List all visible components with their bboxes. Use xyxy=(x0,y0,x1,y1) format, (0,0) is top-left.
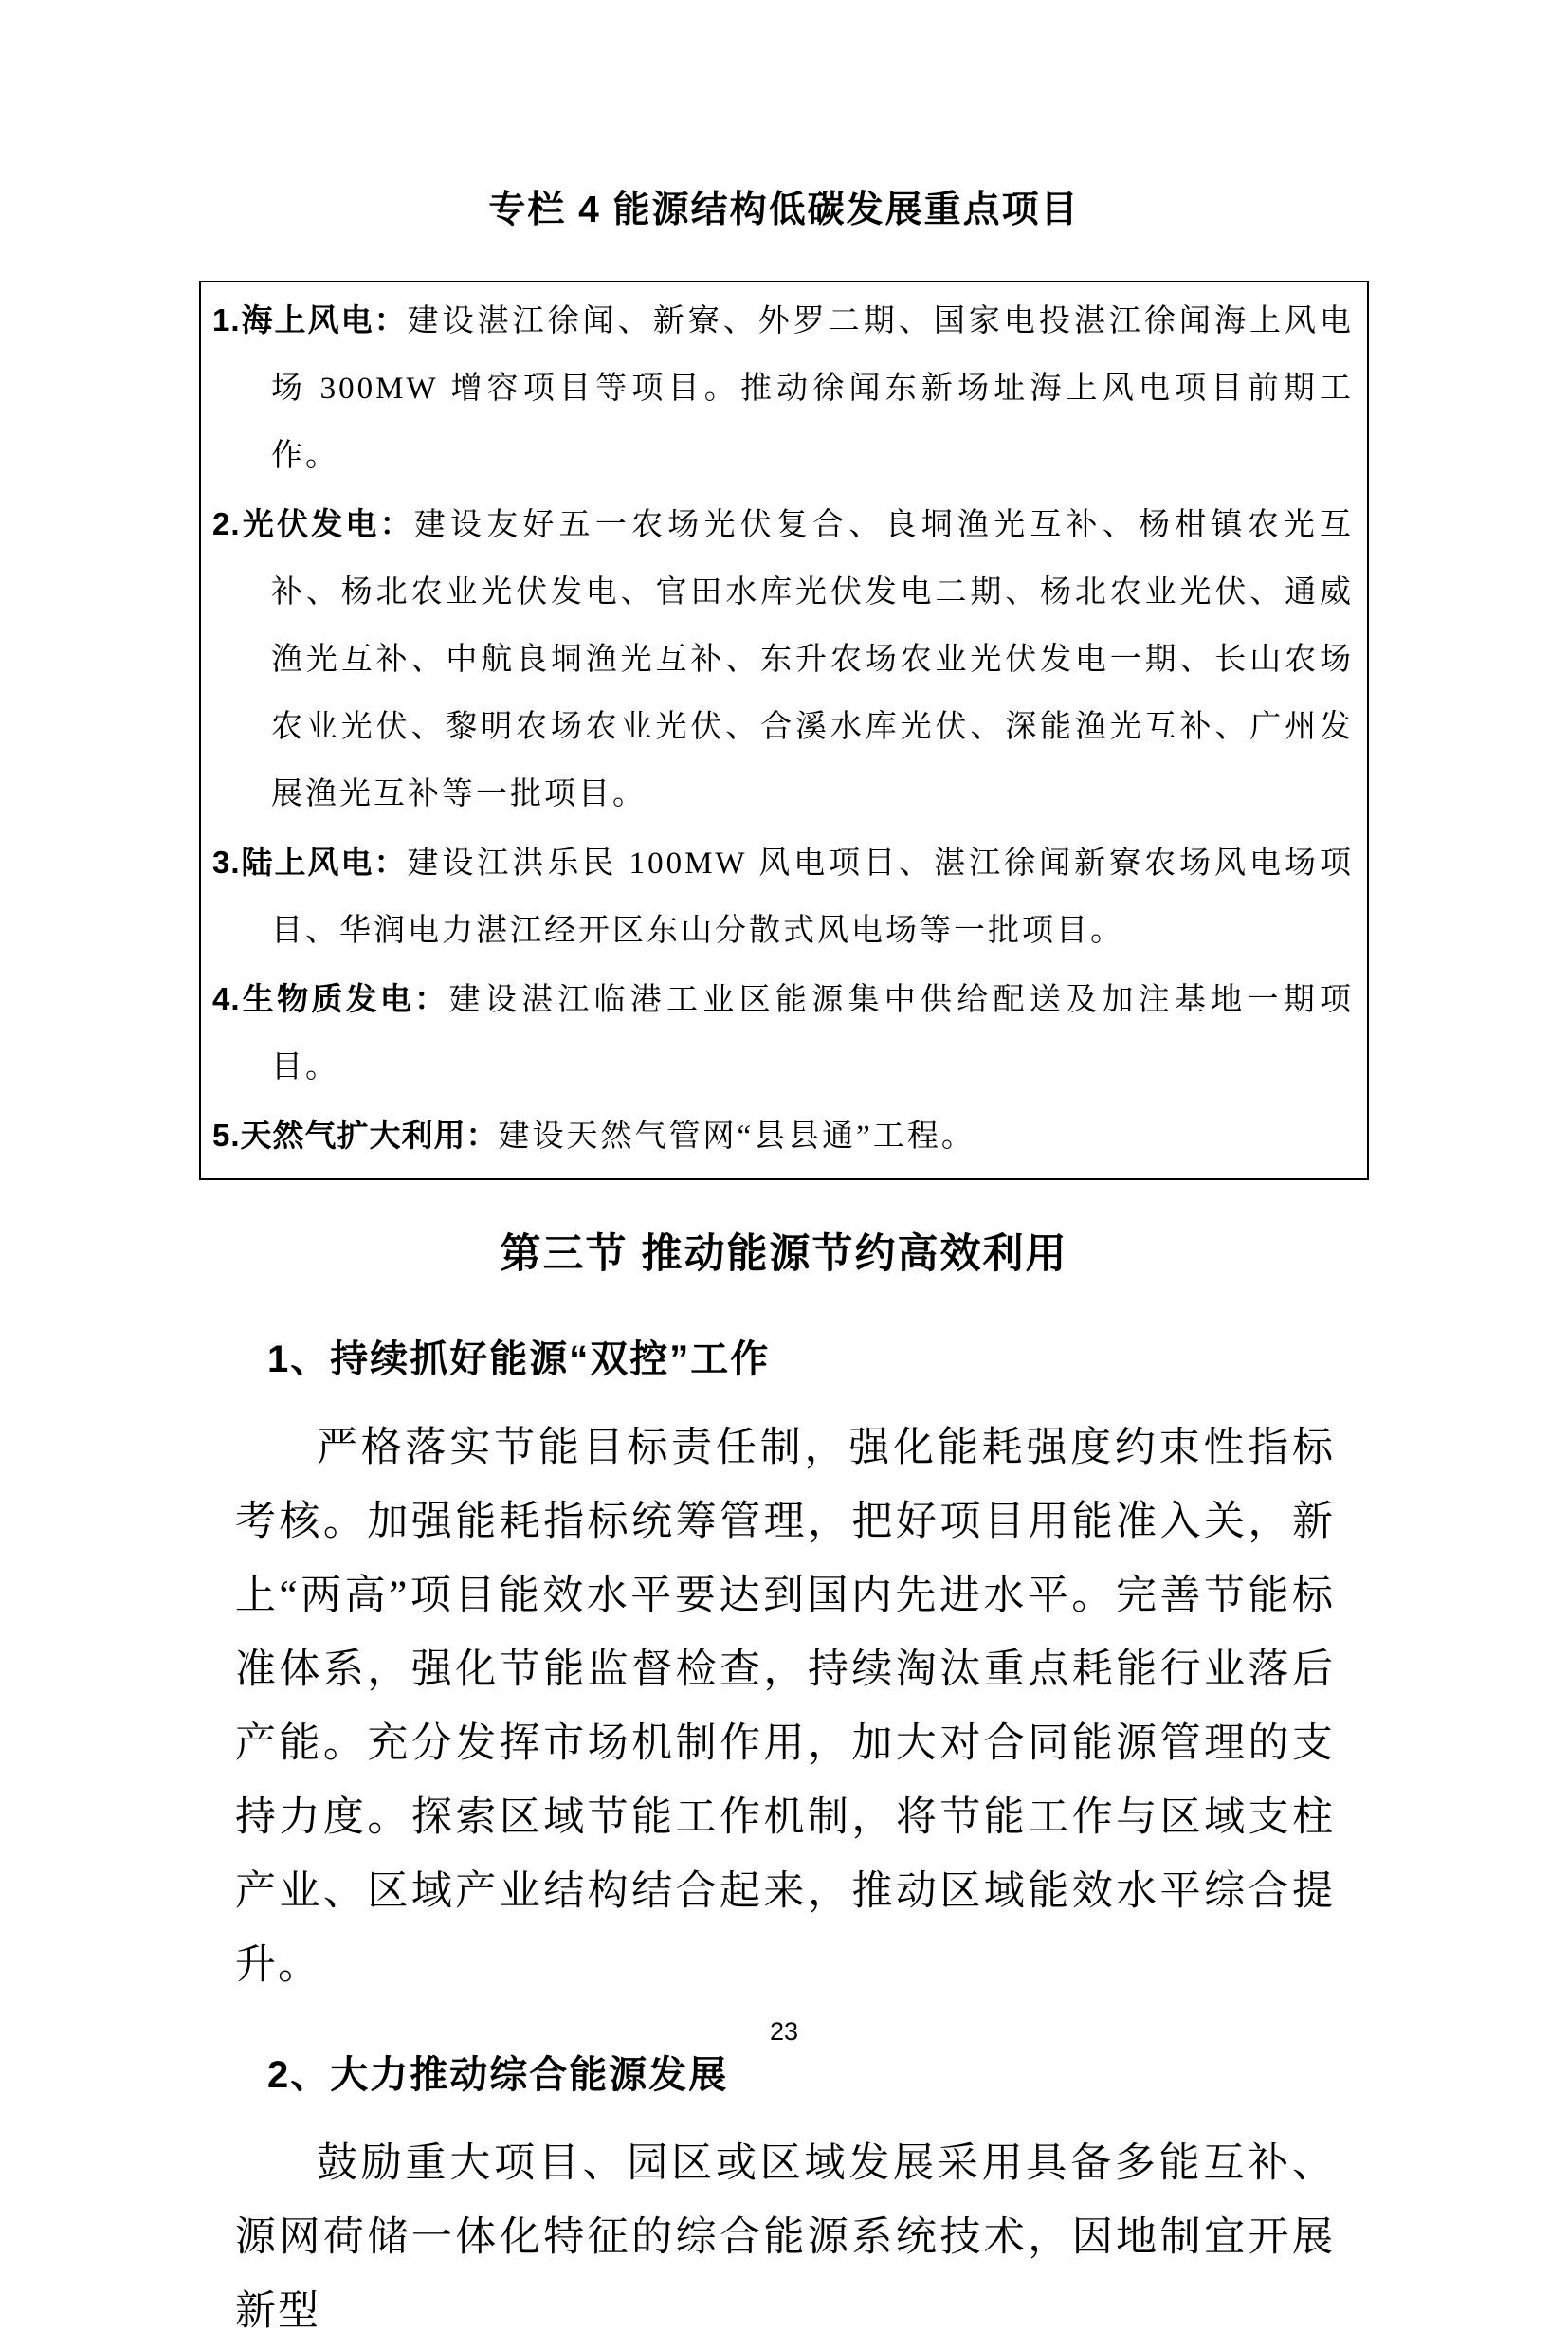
subsection-1-paragraph: 严格落实节能目标责任制，强化能耗强度约束性指标考核。加强能耗指标统筹管理，把好项目用能准入关，新上“两高”项目能效水平要达到国内先进水平。完善节能标准体系，强化节能监督检查，持续淘汰重点耗能行业落后产能。充分发挥市场机制作用，加大对合同能源管理的支持力度。探索区域节能工作机制，将节能工作与区域支柱产业、区域产业结构结合起来，推动区域能效水平综合提升。 xyxy=(235,1426,1335,1988)
subsection-2-paragraph: 鼓励重大项目、园区或区域发展采用具备多能互补、源网荷储一体化特征的综合能源系统技术，因地制宜开展新型 xyxy=(235,2141,1335,2334)
subsection-2-heading: 2、大力推动综合能源发展 xyxy=(267,2054,729,2096)
page-number: 23 xyxy=(769,2017,799,2046)
box-title: 专栏 4 能源结构低碳发展重点项目 xyxy=(488,190,1080,230)
box-item-text: 建设江洪乐民 100MW 风电项目、湛江徐闻新寮农场风电场项目、华润电力湛江经开区东山分散式风电场等一批项目。 xyxy=(271,847,1354,948)
project-box xyxy=(199,281,1369,1180)
box-item-text: 建设友好五一农场光伏复合、良垌渔光互补、杨柑镇农光互补、杨北农业光伏发电、官田水库光伏发电二期、杨北农业光伏、通威渔光互补、中航良垌渔光互补、东升农场农业光伏发电一期、长山农场农业光伏、黎明农场农业光伏、合溪水库光伏、深能渔光互补、广州发展渔光互补等一批项目。 xyxy=(271,508,1354,811)
box-item-photovoltaic xyxy=(212,490,1354,829)
box-item-label: 3.陆上风电： xyxy=(212,845,408,880)
box-item-offshore-wind xyxy=(212,286,1354,490)
box-item-natural-gas xyxy=(212,1102,1354,1171)
box-item-label: 4.生物质发电： xyxy=(212,981,449,1016)
box-item-text: 建设湛江徐闻、新寮、外罗二期、国家电投湛江徐闻海上风电场 300MW 增容项目等项目。推动徐闻东新场址海上风电项目前期工作。 xyxy=(271,304,1354,473)
section-heading: 第三节 推动能源节约高效利用 xyxy=(500,1231,1068,1277)
box-item-label: 2.光伏发电： xyxy=(212,506,414,541)
subsection-1-heading: 1、持续抓好能源“双控”工作 xyxy=(267,1338,771,1380)
box-item-label: 1.海上风电： xyxy=(212,302,408,337)
box-item-biomass xyxy=(212,965,1354,1102)
box-item-onshore-wind xyxy=(212,829,1354,965)
box-item-text: 建设湛江临港工业区能源集中供给配送及加注基地一期项目。 xyxy=(271,983,1354,1084)
box-item-label: 5.天然气扩大利用： xyxy=(212,1118,499,1153)
box-item-text: 建设天然气管网“县县通”工程。 xyxy=(498,1120,975,1154)
